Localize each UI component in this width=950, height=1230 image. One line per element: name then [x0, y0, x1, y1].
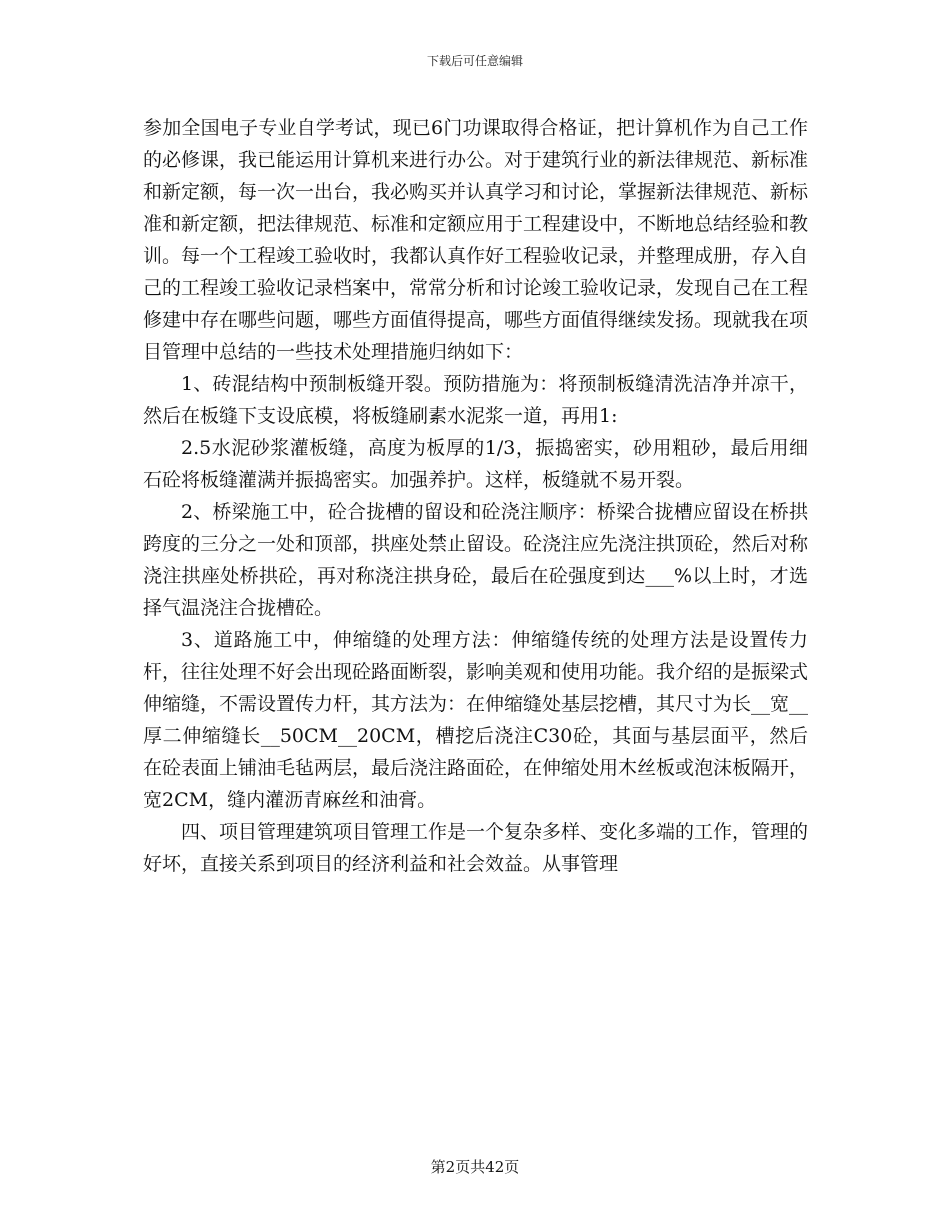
- document-body: [143, 112, 808, 880]
- paragraph-item-3: 3、道路施工中，伸缩缝的处理方法：伸缩缝传统的处理方法是设置传力杆，往往处理不好会出现砼路面断裂，影响美观和使用功能。我介绍的是振梁式伸缩缝，不需设置传力杆，其方法为：在伸缩缝处基层挖槽，其尺寸为长__宽__厚二伸缩缝长__50CM__20CM，槽挖后浇注C30砼，其面与基层面平，然后在砼表面上铺油毛毡两层，最后浇注路面砼，在伸缩处用木丝板或泡沫板隔开，宽2CM，缝内灌沥青麻丝和油膏。: [143, 629, 809, 811]
- paragraph-item-1-continued: 2.5水泥砂浆灌板缝，高度为板厚的1/3，振捣密实，砂用粗砂，最后用细石砼将板缝灌满并振捣密实。加强养护。这样，板缝就不易开裂。: [143, 437, 808, 491]
- page-number: 第2页共42页: [430, 1158, 520, 1176]
- paragraph-item-2: 2、桥梁施工中，砼合拢槽的留设和砼浇注顺序：桥梁合拢槽应留设在桥拱跨度的三分之一处和顶部，拱座处禁止留设。砼浇注应先浇注拱顶砼，然后对称浇注拱座处桥拱砼，再对称浇注拱身砼，最后在砼强度到达___%以上时，才选择气温浇注合拢槽砼。: [143, 501, 809, 619]
- paragraph-intro: 参加全国电子专业自学考试，现已6门功课取得合格证，把计算机作为自己工作的必修课，我已能运用计算机来进行办公。对于建筑行业的新法律规范、新标准和新定额，每一次一出台，我必购买并认真学习和讨论，掌握新法律规范、新标准和新定额，把法律规范、标准和定额应用于工程建设中，不断地总结经验和教训。每一个工程竣工验收时，我都认真作好工程验收记录，并整理成册，存入自己的工程竣工验收记录档案中，常常分析和讨论竣工验收记录，发现自己在工程修建中存在哪些问题，哪些方面值得提高，哪些方面值得继续发扬。现就我在项目管理中总结的一些技术处理措施归纳如下：: [143, 117, 809, 363]
- page-header: 下载后可任意编辑: [426, 54, 523, 68]
- paragraph-section-4: 四、项目管理建筑项目管理工作是一个复杂多样、变化多端的工作，管理的好坏，直接关系到项目的经济利益和社会效益。从事管理: [143, 821, 809, 875]
- paragraph-item-1: 1、砖混结构中预制板缝开裂。预防措施为：将预制板缝清洗洁净并凉干，然后在板缝下支设底模，将板缝刷素水泥浆一道，再用1:: [143, 373, 808, 427]
